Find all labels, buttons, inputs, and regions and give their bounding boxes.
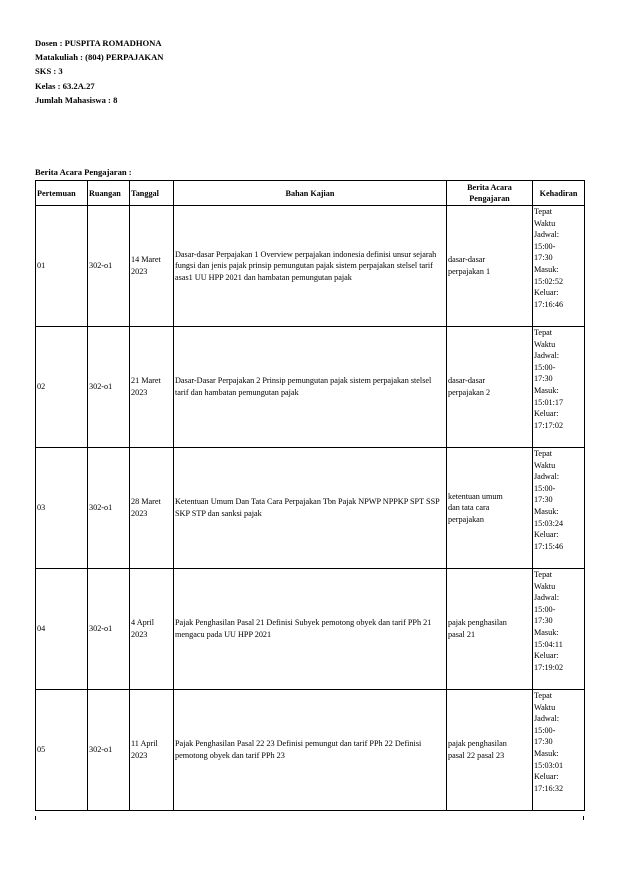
cell-berita-acara: pajak penghasilan pasal 22 pasal 23	[447, 690, 533, 811]
table-row	[36, 569, 585, 690]
cell-kehadiran: Tepat Waktu Jadwal: 15:00- 17:30 Masuk: 15:04:11 Keluar: 17:19:02	[533, 569, 585, 690]
berita-acara-table	[35, 180, 585, 811]
jumlah-mahasiswa-line: Jumlah Mahasiswa : 8	[35, 94, 118, 105]
col-header-bahan-kajian: Bahan Kajian	[174, 181, 447, 206]
cell-tanggal: 4 April 2023	[130, 569, 174, 690]
cell-berita-acara: dasar-dasar perpajakan 2	[447, 327, 533, 448]
cell-bahan-kajian: Dasar-dasar Perpajakan 1 Overview perpajakan indonesia definisi unsur sejarah fungsi dan jenis pajak prinsip pemungutan pajak sistem perpajakan stelsel tarif asas1 UU HPP 2021 dan hambatan pemungutan pajak	[174, 206, 447, 327]
cell-pertemuan: 01	[36, 206, 88, 327]
kelas-line: Kelas : 63.2A.27	[35, 80, 95, 91]
dosen-line: Dosen : PUSPITA ROMADHONA	[35, 38, 162, 48]
table-row	[36, 327, 585, 448]
table-header-row	[36, 181, 585, 206]
table-row	[36, 206, 585, 327]
col-header-pertemuan: Pertemuan	[36, 181, 88, 206]
cell-pertemuan: 04	[36, 569, 88, 690]
cell-ruangan: 302-o1	[88, 690, 130, 811]
cell-ruangan: 302-o1	[88, 569, 130, 690]
cell-berita-acara: pajak penghasilan pasal 21	[447, 569, 533, 690]
table-row	[36, 448, 585, 569]
col-header-ruangan: Ruangan	[88, 181, 130, 206]
cell-tanggal: 14 Maret 2023	[130, 206, 174, 327]
cell-pertemuan: 03	[36, 448, 88, 569]
cell-ruangan: 302-o1	[88, 206, 130, 327]
cell-pertemuan: 02	[36, 327, 88, 448]
cell-kehadiran: Tepat Waktu Jadwal: 15:00- 17:30 Masuk: 15:02:52 Keluar: 17:16:46	[533, 206, 585, 327]
cell-bahan-kajian: Pajak Penghasilan Pasal 22 23 Definisi pemungut dan tarif PPh 22 Definisi pemotong obyek dan tarif PPh 23	[174, 690, 447, 811]
table-row	[36, 690, 585, 811]
cell-tanggal: 21 Maret 2023	[130, 327, 174, 448]
section-title: Berita Acara Pengajaran :	[35, 167, 132, 177]
cell-berita-acara: ketentuan umum dan tata cara perpajakan	[447, 448, 533, 569]
cell-kehadiran: Tepat Waktu Jadwal: 15:00- 17:30 Masuk: 15:03:01 Keluar: 17:16:32	[533, 690, 585, 811]
sks-line: SKS : 3	[35, 66, 63, 77]
document-header	[35, 36, 164, 107]
cell-bahan-kajian: Dasar-Dasar Perpajakan 2 Prinsip pemungutan pajak sistem perpajakan stelsel tarif dan hambatan pemungutan pajak	[174, 327, 447, 448]
col-header-kehadiran: Kehadiran	[533, 181, 585, 206]
cell-kehadiran: Tepat Waktu Jadwal: 15:00- 17:30 Masuk: 15:01:17 Keluar: 17:17:02	[533, 327, 585, 448]
cell-bahan-kajian: Ketentuan Umum Dan Tata Cara Perpajakan Tbn Pajak NPWP NPPKP SPT SSP SKP STP dan sanksi pajak	[174, 448, 447, 569]
cell-kehadiran: Tepat Waktu Jadwal: 15:00- 17:30 Masuk: 15:03:24 Keluar: 17:15:46	[533, 448, 585, 569]
cell-bahan-kajian: Pajak Penghasilan Pasal 21 Definisi Subyek pemotong obyek dan tarif PPh 21 mengacu pada UU HPP 2021	[174, 569, 447, 690]
cell-ruangan: 302-o1	[88, 327, 130, 448]
table-continuation	[35, 816, 584, 820]
cell-tanggal: 28 Maret 2023	[130, 448, 174, 569]
cell-tanggal: 11 April 2023	[130, 690, 174, 811]
cell-berita-acara: dasar-dasar perpajakan 1	[447, 206, 533, 327]
cell-pertemuan: 05	[36, 690, 88, 811]
matakuliah-line: Matakuliah : (804) PERPAJAKAN	[35, 52, 164, 63]
cell-ruangan: 302-o1	[88, 448, 130, 569]
col-header-tanggal: Tanggal	[130, 181, 174, 206]
col-header-berita-acara: Berita Acara Pengajaran	[447, 181, 533, 206]
